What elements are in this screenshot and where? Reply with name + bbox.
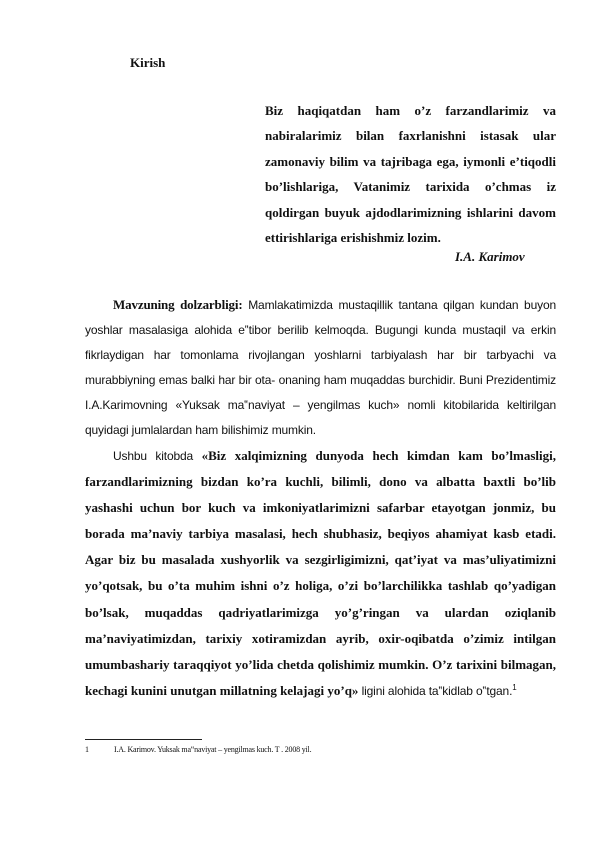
paragraph-relevance: [85, 292, 556, 444]
section-heading: Kirish: [130, 55, 166, 70]
quote-outro: ligini alohida ta‟kidlab o‟tgan.: [358, 683, 513, 698]
relevance-lead: Mavzuning dolzarbligi:: [113, 297, 243, 312]
footnote-number: 1: [85, 745, 89, 754]
paragraph-book-quote: [85, 443, 556, 704]
epigraph-author: I.A. Karimov: [455, 249, 525, 264]
footnote-separator: [85, 739, 202, 740]
book-quote: «Biz xalqimizning dunyoda hech kimdan kam bo’lmasligi, farzandlarimizning bizdan ko’ra kuchli, bilimli, dono va albatta baxtli bo’lib yashashi uchun bor kuch va imkoniyatlarimizni safarbar etayotgan jonmiz, bu borada ma’naviy tarbiya masalasi, hech shubhasiz, beqiyos ahamiyat kasb etadi. Agar biz bu masalada xushyorlik va sezgirligimizni, qat’iyat va mas’uliyatimizni yo’qotsak, bu o’ta muhim ishni o’z holiga, o’zi bo’larchilikka tashlab qo’yadigan bo’lsak, muqaddas qadriyatlarimizga yo’g’ringan va ulardan oziqlanib ma’naviyatimizdan, tarixiy xotiramizdan ayrib, oxir-oqibatda o’zimiz intilgan umumbashariy taraqqiyot yo’lida chetda qolishimiz mumkin. O’z tarixini bilmagan, kechagi kunini unutgan millatning kelajagi yo’q»: [85, 448, 556, 698]
footnote-reference[interactable]: 1: [512, 682, 517, 692]
epigraph-quote: Biz haqiqatdan ham o’z farzandlarimiz va nabiralarimiz bilan faxrlanishni istasak ular zamonaviy bilim va tajribaga ega, iymonli e’tiqodli bo’lishlariga, Vatanimiz tarixida o’chmas iz qoldirgan buyuk ajdodlarimizning ishlarini davom ettirishlariga erishishmiz lozim.: [265, 103, 556, 246]
footnote-text: I.A. Karimov. Yuksak ma‟naviyat – yengilmas kuch. T . 2008 yil.: [114, 745, 312, 754]
quote-intro: Ushbu kitobda: [113, 449, 202, 463]
relevance-text: Mamlakatimizda mustaqillik tantana qilgan kundan buyon yoshlar masalasiga alohida e‟tibor berilib kelmoqda. Bugungi kunda mustaqil va erkin fikrlaydigan har tomonlama rivojlangan yoshlarni tarbiyalash har bir tarbyachi va murabbiyning emas balki har bir ota- onaning ham muqaddas burchidir. Buni Prezidentimiz I.A.Karimovning «Yuksak ma‟naviyat – yengilmas kuch» nomli kitobilarida keltirilgan quyidagi jumlalardan ham bilishimiz mumkin.: [85, 298, 556, 438]
